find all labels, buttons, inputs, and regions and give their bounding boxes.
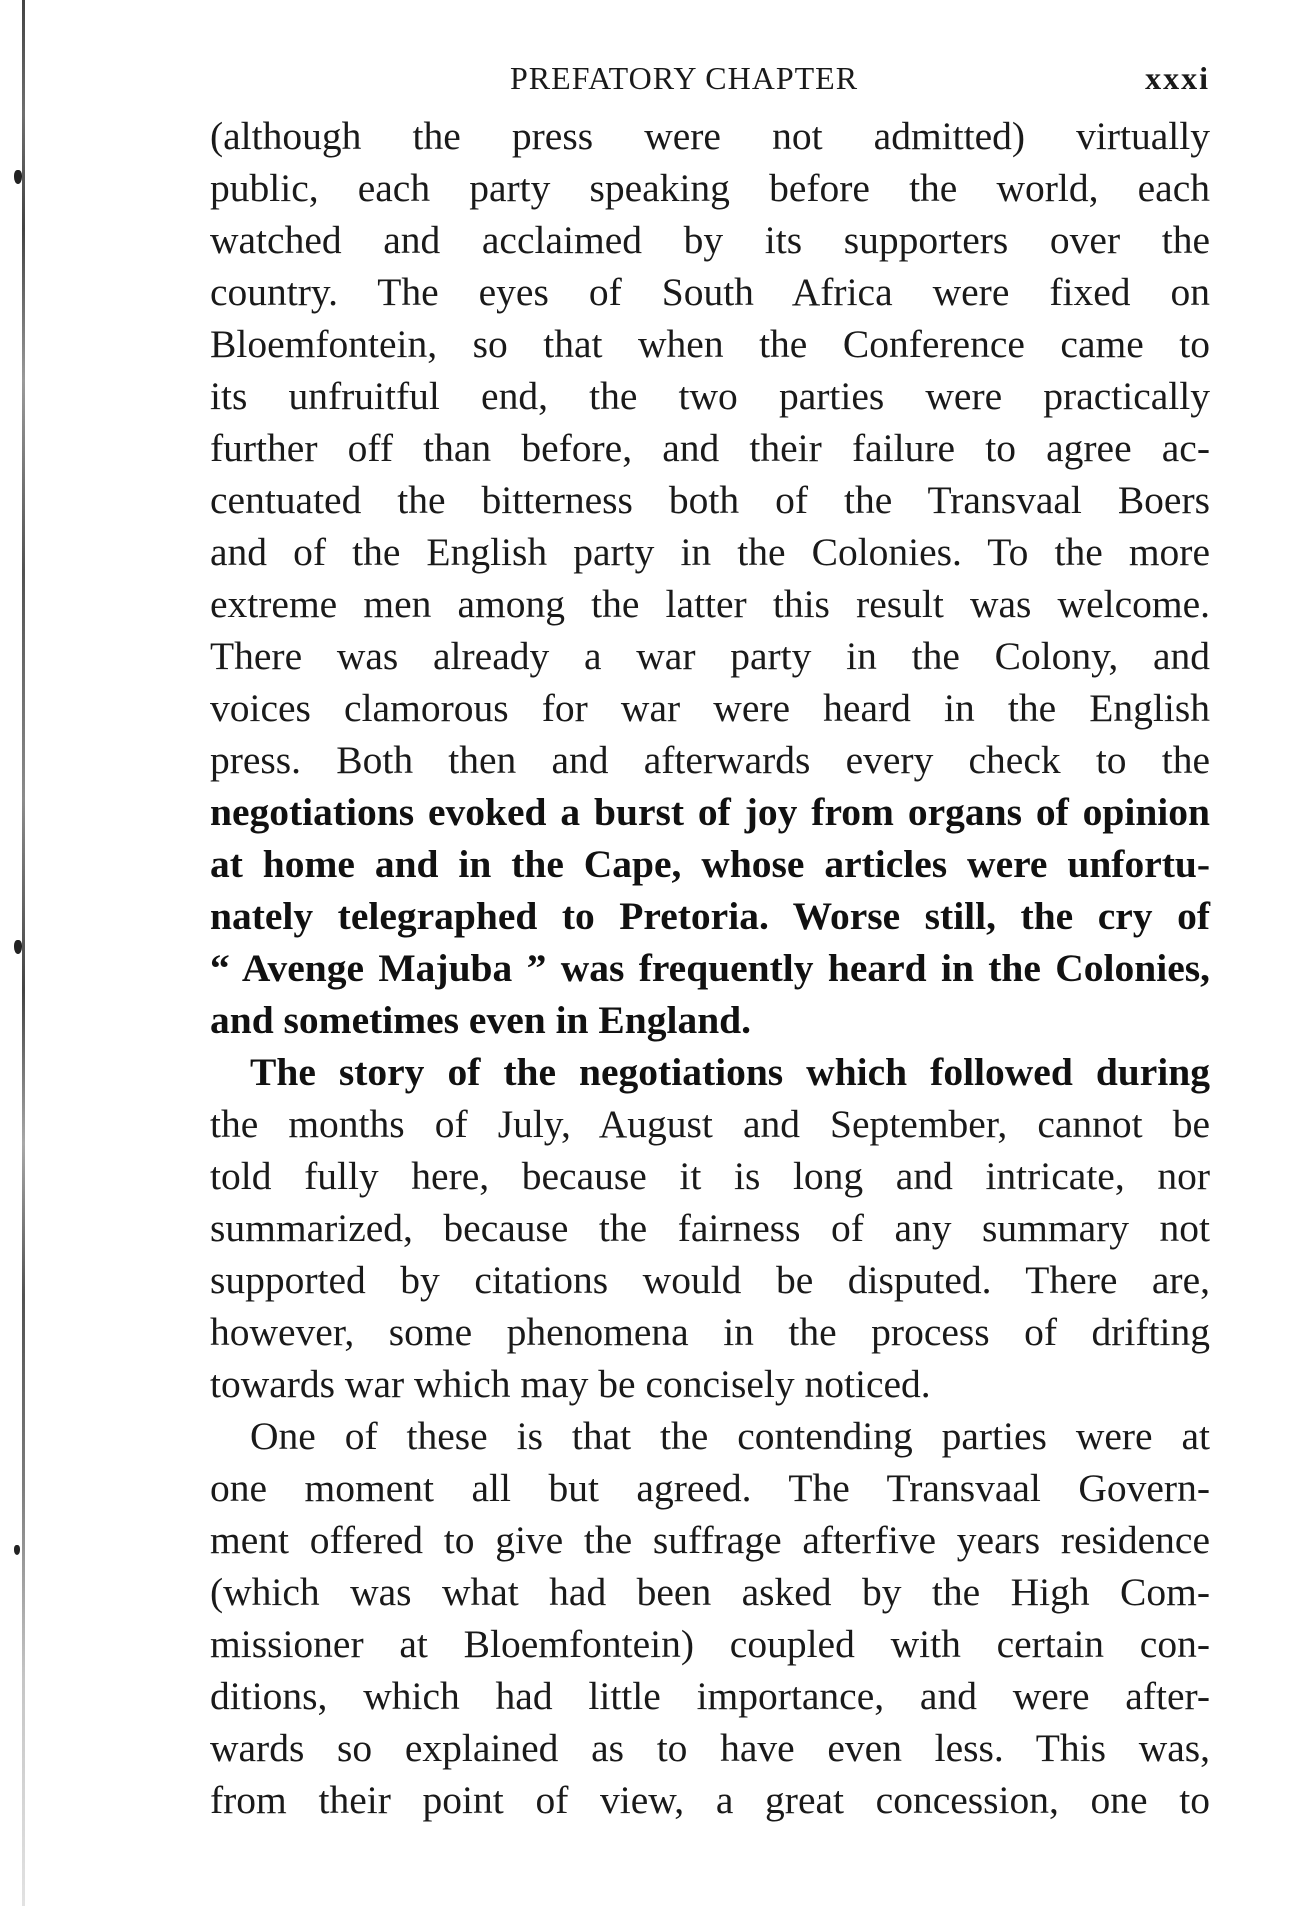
binding-edge xyxy=(22,0,25,1906)
text-line: (although the press were not admitted) virtually xyxy=(210,114,1210,158)
binding-speck xyxy=(14,1545,20,1555)
text-line: public, each party speaking before the world, each xyxy=(210,166,1210,210)
chapter-title: PREFATORY CHAPTER xyxy=(510,60,859,96)
text-line: centuated the bitterness both of the Transvaal Boers xyxy=(210,478,1210,522)
text-line: supported by citations would be disputed. There are, xyxy=(210,1258,1210,1302)
book-page xyxy=(210,50,1210,1826)
text-line: (which was what had been asked by the High Com- xyxy=(210,1570,1210,1614)
text-line: “ Avenge Majuba ” was frequently heard in the Colonies, xyxy=(210,946,1210,990)
body-text xyxy=(210,110,1210,1826)
binding-speck xyxy=(14,170,22,184)
text-line: ditions, which had little importance, and were after- xyxy=(210,1674,1210,1718)
text-line: the months of July, August and September, cannot be xyxy=(210,1102,1210,1146)
text-line: negotiations evoked a burst of joy from organs of opinion xyxy=(210,790,1210,834)
text-line: country. The eyes of South Africa were fixed on xyxy=(210,270,1210,314)
text-line: missioner at Bloemfontein) coupled with certain con- xyxy=(210,1622,1210,1666)
paragraph-1 xyxy=(210,110,1210,1046)
text-line: voices clamorous for war were heard in the English xyxy=(210,686,1210,730)
text-line: Bloemfontein, so that when the Conference came to xyxy=(210,322,1210,366)
text-line: extreme men among the latter this result was welcome. xyxy=(210,582,1210,626)
running-header xyxy=(210,50,1210,110)
text-line: and sometimes even in England. xyxy=(210,998,752,1042)
text-line: however, some phenomena in the process of drifting xyxy=(210,1310,1210,1354)
text-line: One of these is that the contending parties were at xyxy=(250,1414,1210,1458)
binding-speck xyxy=(14,940,22,954)
text-line: from their point of view, a great concession, one to xyxy=(210,1778,1210,1822)
text-line: press. Both then and afterwards every check to the xyxy=(210,738,1210,782)
text-line: watched and acclaimed by its supporters over the xyxy=(210,218,1210,262)
text-line: at home and in the Cape, whose articles were unfortu- xyxy=(210,842,1210,886)
paragraph-2 xyxy=(210,1046,1210,1410)
text-line: nately telegraphed to Pretoria. Worse still, the cry of xyxy=(210,894,1210,938)
page-number: xxxi xyxy=(1145,60,1210,96)
text-line: The story of the negotiations which followed during xyxy=(250,1050,1210,1094)
text-line: one moment all but agreed. The Transvaal Govern- xyxy=(210,1466,1210,1510)
text-line: further off than before, and their failure to agree ac- xyxy=(210,426,1210,470)
text-line: There was already a war party in the Colony, and xyxy=(210,634,1210,678)
text-line: and of the English party in the Colonies. To the more xyxy=(210,530,1210,574)
text-line: told fully here, because it is long and intricate, nor xyxy=(210,1154,1210,1198)
text-line: towards war which may be concisely noticed. xyxy=(210,1362,931,1406)
text-line: its unfruitful end, the two parties were practically xyxy=(210,374,1210,418)
text-line: wards so explained as to have even less. This was, xyxy=(210,1726,1210,1770)
paragraph-3 xyxy=(210,1410,1210,1826)
text-line: summarized, because the fairness of any summary not xyxy=(210,1206,1210,1250)
text-line: ment offered to give the suffrage afterfive years residence xyxy=(210,1518,1210,1562)
